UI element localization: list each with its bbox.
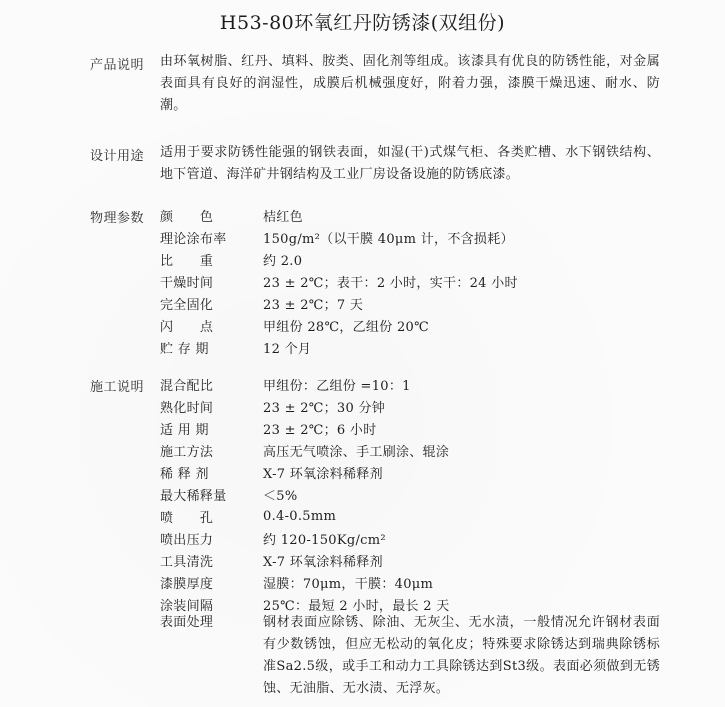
param-name: 涂装间隔	[160, 598, 214, 614]
section-label-design-use: 设计用途	[90, 149, 145, 164]
design-use-text: 适用于要求防锈性能强的钢铁表面，如湿(干)式煤气柜、各类贮槽、水下钢铁结构、地下管道、海洋矿井钢结构及工业厂房设备设施的防锈底漆。	[160, 145, 660, 182]
surface-treatment-text: 钢材表面应除锈、除油、无灰尘、无水渍，一般情况允许钢材表面有少数锈蚀，但应无松动的氧化皮；特殊要求除锈达到瑞典除锈标准Sa2.5级，或手工和动力工具除锈达到St3级。表面必须做到无锈蚀、无油脂、无水渍、无浮灰。	[263, 615, 660, 696]
param-value: 23 ± 2℃；表干：2 小时，实干：24 小时	[263, 275, 518, 291]
param-row	[160, 527, 660, 549]
param-value: 25℃：最短 2 小时，最长 2 天	[263, 598, 450, 614]
param-row	[160, 439, 660, 461]
param-row	[160, 505, 660, 527]
param-name: 闪 点	[160, 319, 214, 335]
param-name: 理论涂布率	[160, 231, 227, 247]
param-name: 喷出压力	[160, 532, 214, 548]
param-row	[160, 226, 660, 248]
param-name: 最大稀释量	[160, 488, 227, 504]
param-row	[160, 248, 660, 270]
param-value: X-7 环氧涂料稀释剂	[263, 554, 383, 570]
param-name: 贮 存 期	[160, 341, 209, 357]
section-label-application: 施工说明	[90, 380, 145, 395]
param-name: 施工方法	[160, 444, 214, 460]
param-name: 比 重	[160, 253, 214, 269]
section-label-physical-params: 物理参数	[90, 211, 145, 226]
param-name: 颜 色	[160, 209, 214, 225]
param-row	[160, 373, 660, 395]
param-row	[160, 292, 660, 314]
param-value: 甲组份：乙组份 =10：1	[263, 378, 411, 394]
section-label-product-description: 产品说明	[90, 58, 145, 73]
param-value: 23 ± 2℃；30 分钟	[263, 400, 386, 416]
param-name: 喷 孔	[160, 510, 214, 526]
param-value: 150g/m²（以干膜 40μm 计，不含损耗）	[263, 231, 514, 247]
param-name: 稀 释 剂	[160, 466, 209, 482]
physical-params-list	[160, 204, 660, 358]
param-value: 甲组份 28℃，乙组份 20℃	[263, 319, 429, 335]
param-value: 约 120-150Kg/cm²	[263, 532, 386, 548]
param-row	[160, 417, 660, 439]
param-name: 工具清洗	[160, 554, 214, 570]
param-value: 23 ± 2℃；6 小时	[263, 422, 377, 438]
param-row	[160, 270, 660, 292]
param-value: 湿膜：70μm，干膜：40μm	[263, 576, 434, 592]
document-title: H53-80环氧红丹防锈漆(双组份)	[219, 12, 506, 34]
surface-treatment-block	[160, 612, 660, 700]
application-params-list	[160, 373, 660, 615]
product-description-text: 由环氧树脂、红丹、填料、胺类、固化剂等组成。该漆具有优良的防锈性能，对金属表面具有良好的润湿性，成膜后机械强度好，附着力强，漆膜干燥迅速、耐水、防潮。	[160, 54, 660, 113]
param-name: 完全固化	[160, 297, 214, 313]
param-value: 高压无气喷涂、手工刷涂、辊涂	[263, 444, 450, 460]
param-name: 熟化时间	[160, 400, 214, 416]
param-name: 混合配比	[160, 378, 214, 394]
param-value: 23 ± 2℃；7 天	[263, 297, 364, 313]
param-row	[160, 336, 660, 358]
param-row	[160, 204, 660, 226]
surface-treatment-name: 表面处理	[160, 615, 214, 630]
param-name: 适 用 期	[160, 422, 209, 438]
param-name: 干燥时间	[160, 275, 214, 291]
param-row	[160, 395, 660, 417]
param-row	[160, 483, 660, 505]
param-value: 0.4-0.5mm	[263, 508, 337, 524]
param-value: 桔红色	[263, 209, 303, 225]
param-row	[160, 314, 660, 336]
param-value: ＜5%	[263, 488, 298, 504]
param-row	[160, 549, 660, 571]
param-value: 约 2.0	[263, 253, 303, 269]
param-value: X-7 环氧涂料稀释剂	[263, 466, 383, 482]
param-value: 12 个月	[263, 341, 312, 357]
param-name: 漆膜厚度	[160, 576, 214, 592]
param-row	[160, 461, 660, 483]
param-row	[160, 571, 660, 593]
